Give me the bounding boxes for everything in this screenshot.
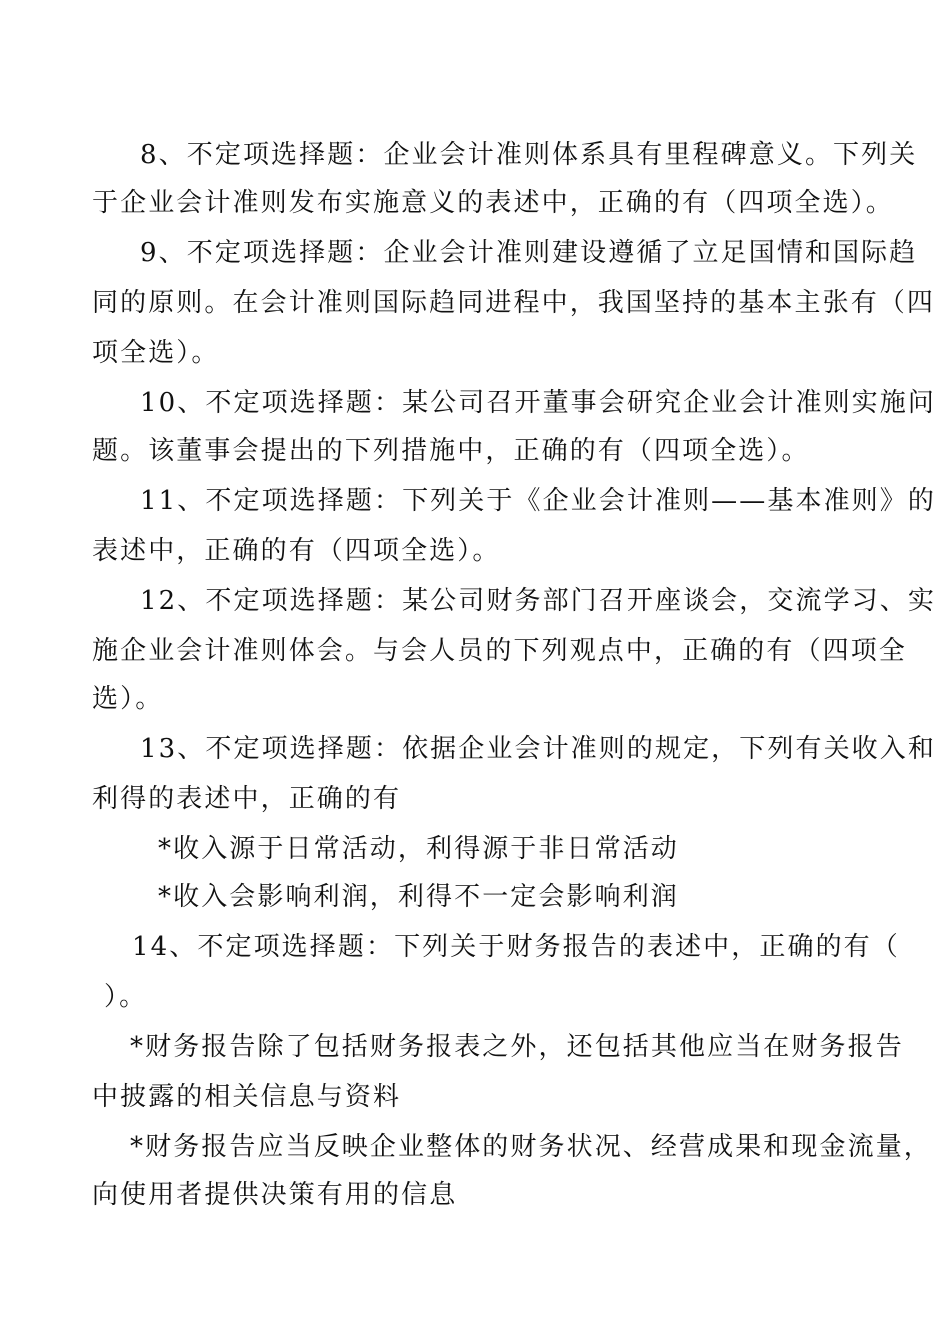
q12-line-2: 施企业会计准则体会。与会人员的下列观点中，正确的有（四项全 bbox=[92, 636, 907, 666]
q12-line-3: 选）。 bbox=[92, 684, 164, 714]
q12-line-1: 12、不定项选择题：某公司财务部门召开座谈会，交流学习、实 bbox=[140, 586, 936, 616]
q10-line-2: 题。该董事会提出的下列措施中，正确的有（四项全选）。 bbox=[92, 436, 810, 466]
q14-line-1: 14、不定项选择题：下列关于财务报告的表述中，正确的有（ bbox=[132, 932, 900, 962]
q14-option-1-line-1: *财务报告除了包括财务报表之外，还包括其他应当在财务报告 bbox=[130, 1032, 904, 1062]
q13-option-1: *收入源于日常活动，利得源于非日常活动 bbox=[158, 834, 679, 864]
q14-option-2-line-2: 向使用者提供决策有用的信息 bbox=[92, 1180, 458, 1210]
q9-line-1: 9、不定项选择题：企业会计准则建设遵循了立足国情和国际趋 bbox=[140, 238, 918, 268]
q14-option-1-line-2: 中披露的相关信息与资料 bbox=[92, 1082, 402, 1112]
q8-line-2: 于企业会计准则发布实施意义的表述中，正确的有（四项全选）。 bbox=[92, 188, 894, 218]
q10-line-1: 10、不定项选择题：某公司召开董事会研究企业会计准则实施问 bbox=[140, 388, 936, 418]
q13-line-2: 利得的表述中，正确的有 bbox=[92, 784, 402, 814]
q9-line-3: 项全选）。 bbox=[92, 338, 220, 368]
q13-line-1: 13、不定项选择题：依据企业会计准则的规定，下列有关收入和 bbox=[140, 734, 936, 764]
q14-line-2: ）。 bbox=[104, 982, 148, 1012]
q8-line-1: 8、不定项选择题：企业会计准则体系具有里程碑意义。下列关 bbox=[140, 140, 918, 170]
q11-line-1: 11、不定项选择题：下列关于《企业会计准则——基本准则》的 bbox=[140, 486, 936, 516]
q11-line-2: 表述中，正确的有（四项全选）。 bbox=[92, 536, 501, 566]
q13-option-2: *收入会影响利润，利得不一定会影响利润 bbox=[158, 882, 679, 912]
q9-line-2: 同的原则。在会计准则国际趋同进程中，我国坚持的基本主张有（四 bbox=[92, 288, 936, 318]
q14-option-2-line-1: *财务报告应当反映企业整体的财务状况、经营成果和现金流量， bbox=[130, 1132, 932, 1162]
